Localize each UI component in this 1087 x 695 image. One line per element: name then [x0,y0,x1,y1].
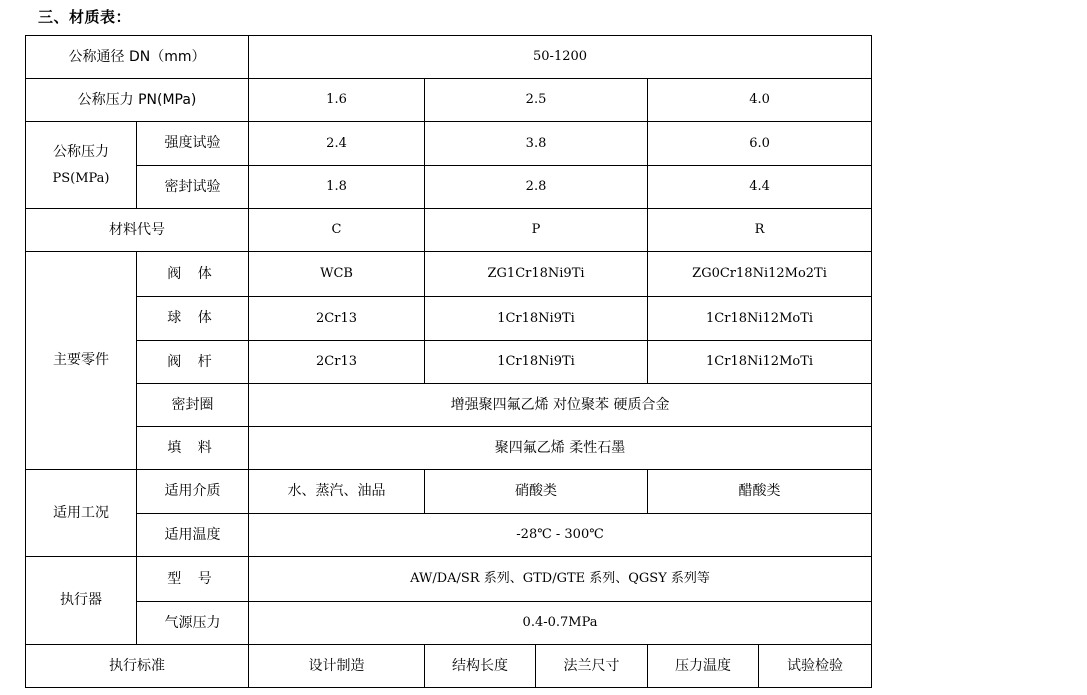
seal-test-label: 密封试验 [137,166,249,209]
medium-label: 适用介质 [137,470,249,514]
ps-label-line1: 公称压力 [53,143,109,160]
material-table [25,35,872,688]
table-row [26,297,872,341]
material-code-r: R [648,209,872,252]
standard-test: 试验检验 [759,645,872,688]
packing-value: 聚四氟乙烯 柔性石墨 [249,427,872,470]
valve-body-r: ZG0Cr18Ni12Mo2Ti [648,252,872,297]
ball-r: 1Cr18Ni12MoTi [648,297,872,341]
medium-r: 醋酸类 [648,470,872,514]
table-row [26,384,872,427]
standards-label: 执行标准 [26,645,249,688]
dn-label: 公称通径 DN（mm） [26,36,249,79]
table-row [26,341,872,384]
packing-label: 填 料 [137,427,249,470]
table-row [26,122,872,166]
medium-c: 水、蒸汽、油品 [249,470,425,514]
stem-r: 1Cr18Ni12MoTi [648,341,872,384]
table-row [26,602,872,645]
stem-p: 1Cr18Ni9Ti [425,341,648,384]
ps-label [26,122,137,209]
dn-value: 50-1200 [249,36,872,79]
standard-design: 设计制造 [249,645,425,688]
air-pressure-value: 0.4-0.7MPa [249,602,872,645]
seal-ring-label: 密封圈 [137,384,249,427]
table-row [26,166,872,209]
material-code-p: P [425,209,648,252]
pn-value-c: 1.6 [249,79,425,122]
table-row [26,36,872,79]
pn-label: 公称压力 PN(MPa) [26,79,249,122]
ball-label: 球 体 [137,297,249,341]
table-row [26,209,872,252]
table-row [26,557,872,602]
strength-test-label: 强度试验 [137,122,249,166]
seal-value-c: 1.8 [249,166,425,209]
ball-c: 2Cr13 [249,297,425,341]
table-row [26,252,872,297]
valve-body-c: WCB [249,252,425,297]
seal-value-r: 4.4 [648,166,872,209]
stem-label: 阀 杆 [137,341,249,384]
material-code-label: 材料代号 [26,209,249,252]
conditions-label: 适用工况 [26,470,137,557]
model-value: AW/DA/SR 系列、GTD/GTE 系列、QGSY 系列等 [249,557,872,602]
pn-value-p: 2.5 [425,79,648,122]
valve-body-p: ZG1Cr18Ni9Ti [425,252,648,297]
actuator-label: 执行器 [26,557,137,645]
strength-value-p: 3.8 [425,122,648,166]
section-heading: 三、材质表： [38,8,132,26]
strength-value-r: 6.0 [648,122,872,166]
standard-pressure-temp: 压力温度 [648,645,759,688]
seal-ring-value: 增强聚四氟乙烯 对位聚苯 硬质合金 [249,384,872,427]
ball-p: 1Cr18Ni9Ti [425,297,648,341]
ps-label-line2: PS(MPa) [52,170,110,186]
temperature-value: -28℃ - 300℃ [249,514,872,557]
standard-flange: 法兰尺寸 [536,645,648,688]
model-label: 型 号 [137,557,249,602]
standard-length: 结构长度 [425,645,536,688]
table-row [26,470,872,514]
table-row [26,514,872,557]
stem-c: 2Cr13 [249,341,425,384]
material-code-c: C [249,209,425,252]
table-row [26,645,872,688]
medium-p: 硝酸类 [425,470,648,514]
table-row [26,79,872,122]
pn-value-r: 4.0 [648,79,872,122]
strength-value-c: 2.4 [249,122,425,166]
main-parts-label: 主要零件 [26,252,137,470]
seal-value-p: 2.8 [425,166,648,209]
air-pressure-label: 气源压力 [137,602,249,645]
temperature-label: 适用温度 [137,514,249,557]
table-row [26,427,872,470]
valve-body-label: 阀 体 [137,252,249,297]
